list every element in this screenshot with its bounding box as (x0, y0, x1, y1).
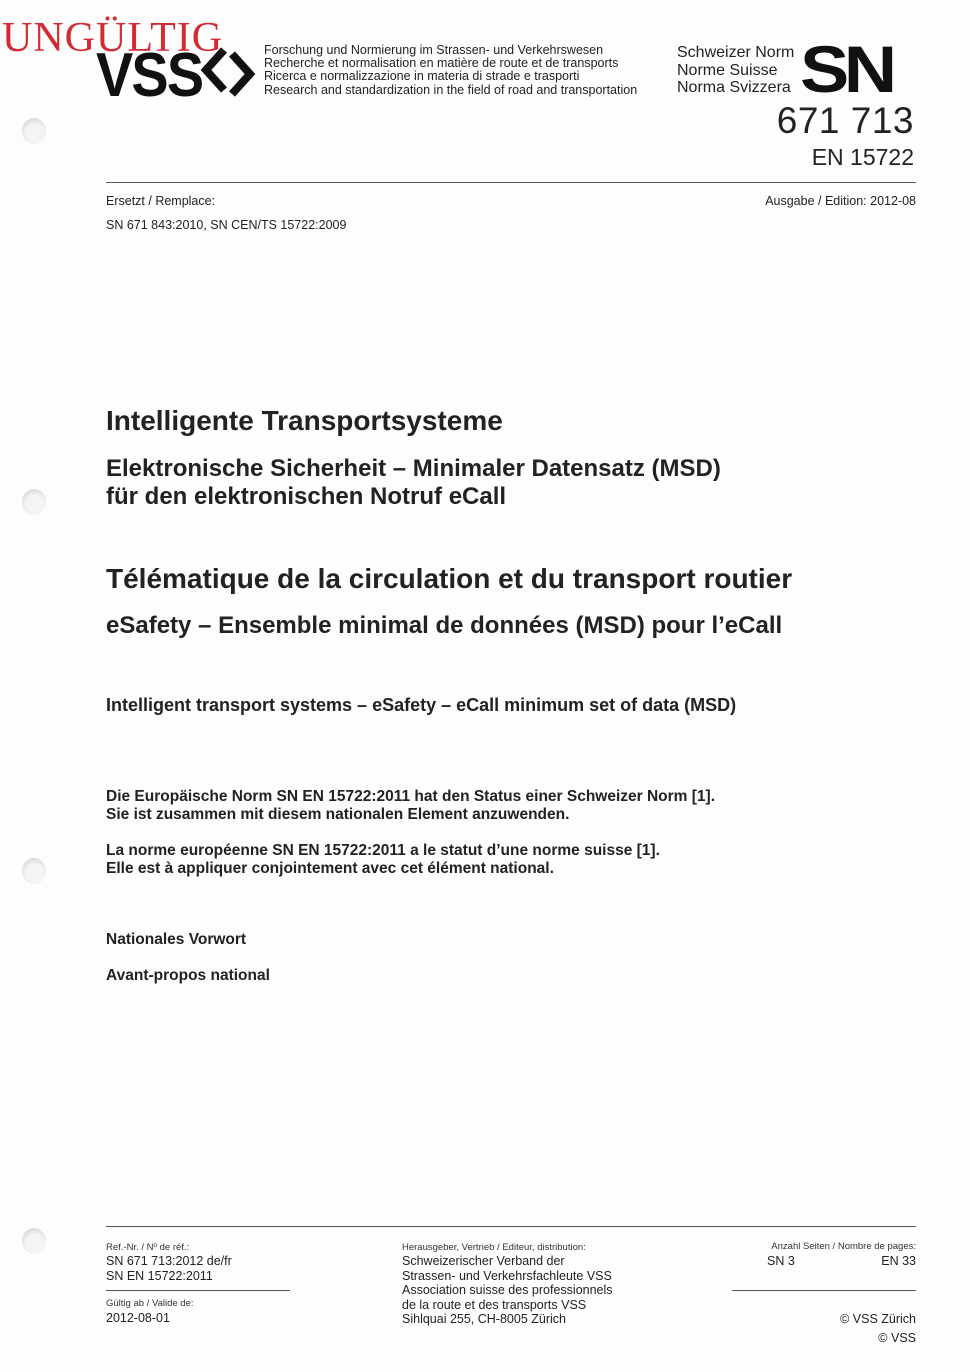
publisher-line: Sihlquai 255, CH-8005 Zürich (402, 1312, 566, 1326)
statement-line: Sie ist zusammen mit diesem nationalen Element anzuwenden. (106, 806, 570, 823)
statement-line: La norme européenne SN EN 15722:2011 a le statut d’une norme suisse [1]. (106, 842, 660, 859)
status-statement-de (106, 788, 715, 824)
copyright-vss: © VSS (878, 1331, 916, 1345)
header-divider (106, 182, 916, 183)
invalid-stamp: UNGÜLTIG (2, 15, 224, 61)
title-fr-main: Télématique de la circulation et du transport routier (106, 563, 793, 594)
publisher-address (402, 1254, 613, 1327)
sn-standard-names (677, 44, 794, 97)
pages-en: EN 33 (881, 1254, 916, 1268)
vss-description-line: Research and standardization in the field of road and transportation (264, 82, 638, 97)
footer-rule (732, 1290, 916, 1291)
sn-number: 671 713 (776, 100, 914, 141)
sn-name-de: Schweizer Norm (677, 44, 795, 61)
punch-hole (22, 489, 46, 515)
footer-rule (106, 1290, 290, 1291)
vss-description-line: Ricerca e normalizzazione in materia di strade e trasporti (264, 69, 580, 84)
title-de-main: Intelligente Transportsysteme (106, 405, 503, 436)
publisher-label: Herausgeber, Vertrieb / Editeur, distribution: (402, 1242, 586, 1253)
pages-sn: SN 3 (767, 1254, 795, 1268)
sn-logo (800, 42, 918, 99)
valid-label: Gültig ab / Valide de: (106, 1298, 194, 1309)
title-de-sub-line: für den elektronischen Notruf eCall (106, 483, 507, 510)
statement-line: Die Europäische Norm SN EN 15722:2011 hat den Status einer Schweizer Norm [1]. (106, 788, 716, 805)
edition: Ausgabe / Edition: 2012-08 (765, 194, 916, 208)
punch-hole (22, 858, 46, 884)
title-de-sub-line: Elektronische Sicherheit – Minimaler Datensatz (MSD) (106, 455, 721, 482)
vss-description-line: Forschung und Normierung im Strassen- und Verkehrswesen (264, 43, 604, 57)
ref-number: SN 671 713:2012 de/fr (106, 1254, 232, 1268)
statement-line: Elle est à appliquer conjointement avec cet élément national. (106, 860, 554, 877)
foreword-heading-fr: Avant-propos national (106, 967, 270, 984)
title-de-sub (106, 455, 721, 511)
replaces-label: Ersetzt / Remplace: (106, 194, 216, 208)
copyright-vss-zurich: © VSS Zürich (840, 1312, 916, 1326)
publisher-line: Schweizerischer Verband der (402, 1254, 565, 1268)
title-fr-sub: eSafety – Ensemble minimal de données (MSD) pour l’eCall (106, 612, 783, 639)
status-statement-fr (106, 842, 660, 878)
ref-numbers (106, 1254, 232, 1283)
publisher-line: de la route et des transports VSS (402, 1297, 587, 1312)
punch-hole (22, 118, 46, 144)
foreword-heading-de: Nationales Vorwort (106, 931, 247, 948)
pages-label: Anzahl Seiten / Nombre de pages: (771, 1241, 916, 1252)
footer-divider (106, 1226, 916, 1227)
publisher-line: Association suisse des professionnels (402, 1283, 613, 1297)
sn-name-fr: Norme Suisse (677, 61, 778, 79)
publisher-line: Strassen- und Verkehrsfachleute VSS (402, 1268, 612, 1283)
vss-description-line: Recherche et normalisation en matière de route et de transports (264, 56, 619, 71)
vss-logo-text: VSS (96, 41, 203, 102)
vss-description (264, 44, 637, 97)
sn-logo-text: SN (800, 42, 892, 94)
punch-hole (22, 1228, 46, 1254)
title-en: Intelligent transport systems – eSafety – eCall minimum set of data (MSD) (106, 695, 737, 715)
ref-label: Ref.-Nr. / Nº de réf.: (106, 1242, 190, 1253)
valid-value: 2012-08-01 (106, 1311, 170, 1325)
replaces-value: SN 671 843:2010, SN CEN/TS 15722:2009 (106, 218, 347, 232)
ref-number: SN EN 15722:2011 (106, 1268, 213, 1283)
en-number: EN 15722 (811, 144, 914, 170)
sn-name-it: Norma Svizzera (677, 79, 791, 96)
